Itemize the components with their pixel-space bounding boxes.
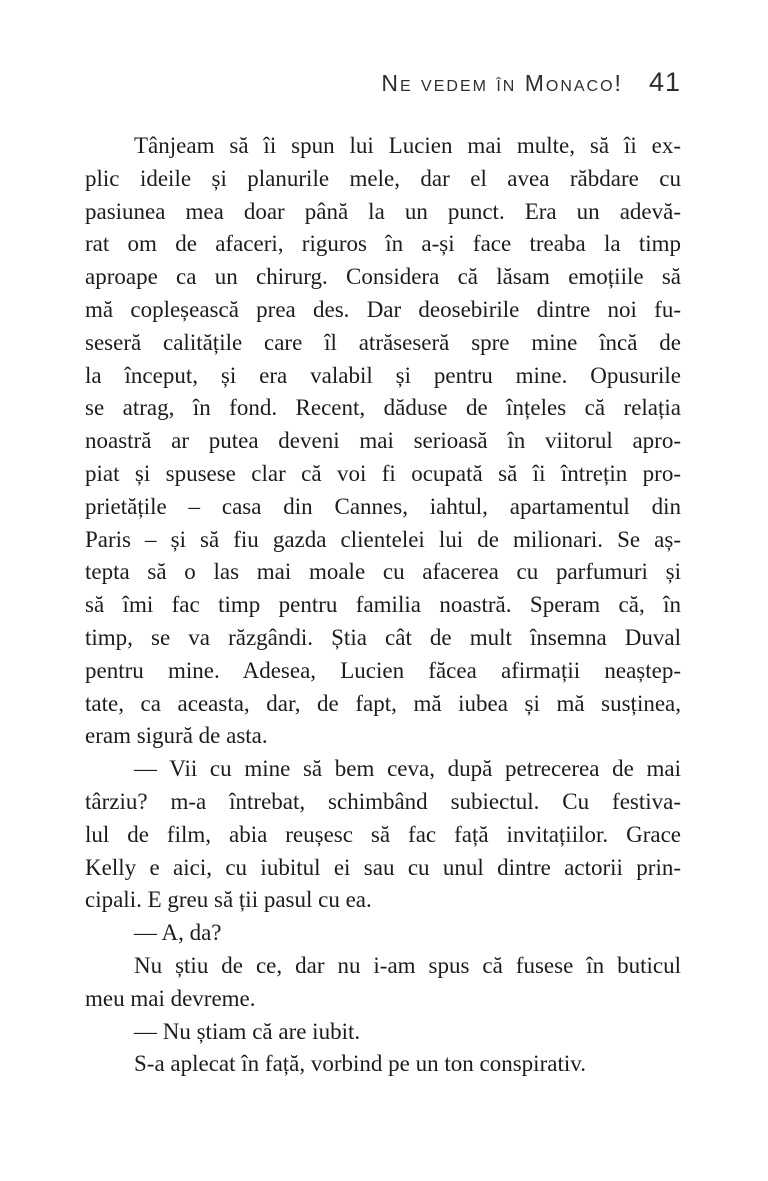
paragraph [85, 1016, 681, 1049]
text-line: Paris – și să fiu gazda clientelei lui de milionari. Se aș- [85, 526, 681, 552]
text-line: tate, ca aceasta, dar, de fapt, mă iubea și mă susținea, [85, 690, 681, 716]
text-line: aproape ca un chirurg. Considera că lăsam emoțiile să [85, 264, 681, 290]
text-line: S-a aplecat în față, vorbind pe un ton conspirativ. [134, 1051, 586, 1077]
text-line: Tânjeam să îi spun lui Lucien mai multe, să îi ex- [134, 133, 681, 158]
paragraph [85, 1048, 681, 1081]
text-line: tepta să o las mai moale cu afacerea cu parfumuri și [85, 559, 681, 585]
text-line: — Vii cu mine să bem ceva, după petrecerea de mai [134, 756, 681, 782]
text-line: se atrag, în fond. Recent, dăduse de înțeles că relația [85, 395, 681, 421]
text-line: lul de film, abia reușesc să fac față invitațiilor. Grace [85, 821, 681, 847]
text-line: seseră calitățile care îl atrăseseră spre mine încă de [85, 329, 681, 355]
text-line: la început, și era valabil și pentru mine. Opusurile [85, 362, 681, 388]
text-line: Nu știu de ce, dar nu i-am spus că fusese în buticul [134, 952, 681, 978]
running-header [0, 0, 768, 103]
text-line: eram sigură de asta. [85, 723, 268, 749]
text-line: mă copleșească prea des. Dar deosebirile dintre noi fu- [85, 296, 681, 322]
text-line: pasiunea mea doar până la un punct. Era un adevă- [85, 198, 681, 224]
paragraph [85, 753, 681, 917]
text-line: plic ideile și planurile mele, dar el avea răbdare cu [85, 165, 681, 191]
text-line: pentru mine. Adesea, Lucien făcea afirmații neaștep- [85, 657, 681, 683]
text-line: — A, da? [134, 920, 222, 946]
text-line: prietățile – casa din Cannes, iahtul, apartamentul din [85, 493, 681, 519]
text-line: târziu? m-a întrebat, schimbând subiectul. Cu festiva- [85, 788, 681, 814]
text-line: timp, se va răzgândi. Știa cât de mult însemna Duval [85, 624, 681, 650]
text-line: cipali. E greu să ții pasul cu ea. [85, 887, 372, 913]
page-number: 41 [648, 67, 681, 97]
text-line: noastră ar putea deveni mai serioasă în viitorul apro- [85, 428, 681, 454]
text-line: — Nu știam că are iubit. [134, 1018, 361, 1044]
paragraph [85, 130, 681, 753]
text-line: Kelly e aici, cu iubitul ei sau cu unul dintre actorii prin- [85, 854, 681, 880]
text-line: rat om de afaceri, riguros în a-și face treaba la timp [85, 231, 681, 257]
paragraph [85, 917, 681, 950]
text-line: piat și spusese clar că voi fi ocupată să îi întrețin pro- [85, 460, 681, 486]
paragraph [85, 950, 681, 1016]
chapter-title: Ne vedem în Monaco! [381, 70, 623, 96]
text-line: să îmi fac timp pentru familia noastră. Speram că, în [85, 592, 681, 618]
body-text [85, 130, 681, 1081]
text-line: meu mai devreme. [85, 985, 256, 1011]
